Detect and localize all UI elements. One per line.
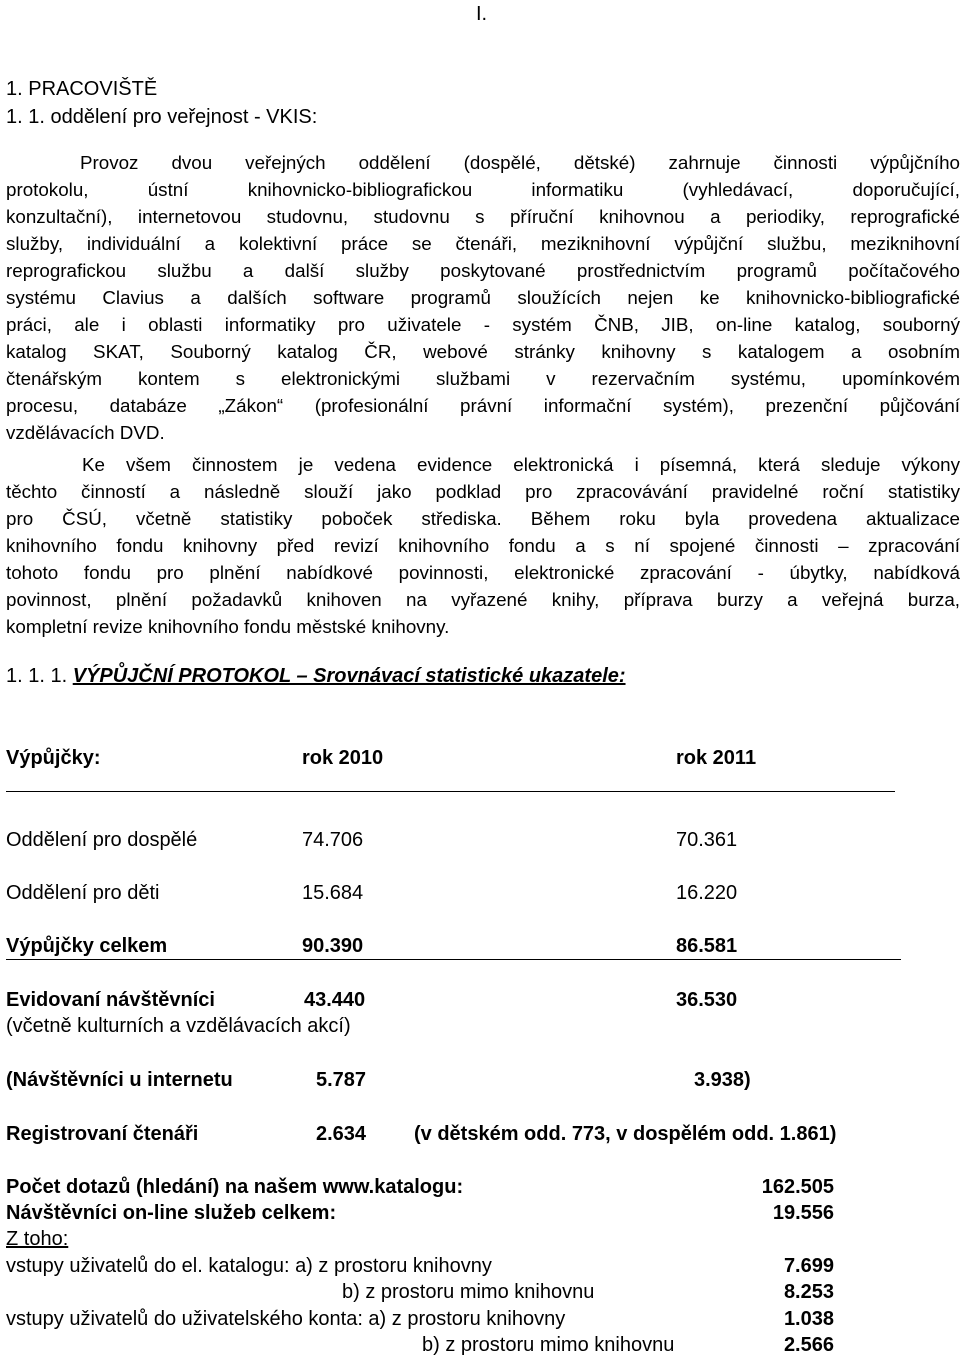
paragraph-line: služby, individuální a kolektivní práce se čtenáři, meziknihovní výpůjční službu, meziknihovní bbox=[6, 233, 960, 254]
paragraph-line: reprografickou službu a další služby poskytované prostřednictvím programů počítačového bbox=[6, 260, 960, 281]
paragraph-line: Provoz dvou veřejných oddělení (dospělé, dětské) zahrnuje činnosti výpůjčního bbox=[80, 152, 960, 173]
row-value-2011: 70.361 bbox=[676, 829, 738, 851]
paragraph-line: vzdělávacích DVD. bbox=[6, 422, 165, 443]
readers-note: (v dětském odd. 773, v dospělém odd. 1.861) bbox=[414, 1123, 837, 1145]
internet-row bbox=[6, 1068, 960, 1092]
online-visitors-label: Návštěvníci on-line služeb celkem: bbox=[6, 1202, 337, 1224]
table-total-row bbox=[6, 934, 960, 958]
paragraph-line: katalog SKAT, Souborný katalog ČR, webové stránky knihovny s katalogem a osobním bbox=[6, 341, 960, 362]
subsection-number: 1. 1. 1. bbox=[6, 665, 68, 687]
visitors-row bbox=[6, 988, 960, 1012]
row-value-2010: 15.684 bbox=[302, 882, 364, 904]
paragraph-line: systému Clavius a dalších software programů sloužících nejen ke knihovnicko-bibliografické bbox=[6, 287, 960, 308]
account-b-row bbox=[6, 1333, 834, 1357]
paragraph-line: Ke všem činnostem je vedena evidence elektronická i písemná, která sleduje výkony bbox=[82, 454, 960, 475]
account-a-row bbox=[6, 1307, 834, 1331]
paragraph-line: práci, ale i oblasti informatiky pro uživatele - systém ČNB, JIB, on-line katalog, souborný bbox=[6, 314, 960, 335]
paragraph-line: čtenářským kontem s elektronickými službami v rezervačním systému, upomínkovém bbox=[6, 368, 960, 389]
total-value-2010: 90.390 bbox=[302, 935, 364, 957]
header-label: Výpůjčky: bbox=[6, 747, 101, 769]
of-which-label: Z toho: bbox=[6, 1228, 69, 1250]
table-separator bbox=[6, 791, 895, 792]
account-a-value: 1.038 bbox=[783, 1308, 834, 1330]
catalog-a-label: vstupy uživatelů do el. katalogu: a) z prostoru knihovny bbox=[6, 1255, 492, 1277]
catalog-b-value: 8.253 bbox=[783, 1281, 834, 1303]
table-row bbox=[6, 881, 960, 905]
visitors-label: Evidovaní návštěvníci bbox=[6, 989, 215, 1011]
internet-value-2011: 3.938) bbox=[694, 1069, 751, 1091]
row-label: Oddělení pro dospělé bbox=[6, 829, 198, 851]
visitors-value-2011: 36.530 bbox=[676, 989, 738, 1011]
queries-label: Počet dotazů (hledání) na našem www.katalogu: bbox=[6, 1176, 464, 1198]
page-number: I. bbox=[476, 3, 488, 25]
catalog-b-label: b) z prostoru mimo knihovnu bbox=[342, 1281, 595, 1303]
readers-value: 2.634 bbox=[316, 1123, 367, 1145]
queries-value: 162.505 bbox=[761, 1176, 834, 1198]
row-value-2011: 16.220 bbox=[676, 882, 738, 904]
account-a-label: vstupy uživatelů do uživatelského konta: a) z prostoru knihovny bbox=[6, 1308, 566, 1330]
catalog-a-value: 7.699 bbox=[783, 1255, 834, 1277]
paragraph-line: tohoto fondu pro plnění nabídkové povinnosti, elektronické zpracování - úbytky, nabídková bbox=[6, 562, 960, 583]
header-year-2011: rok 2011 bbox=[676, 747, 757, 769]
chapter-heading: 1. PRACOVIŠTĚ bbox=[6, 78, 158, 100]
readers-label: Registrovaní čtenáři bbox=[6, 1123, 199, 1145]
total-value-2011: 86.581 bbox=[676, 935, 738, 957]
total-underline bbox=[6, 959, 901, 960]
online-visitors-row bbox=[6, 1201, 834, 1225]
readers-row bbox=[6, 1122, 960, 1146]
total-label: Výpůjčky celkem bbox=[6, 935, 168, 957]
account-b-value: 2.566 bbox=[783, 1334, 834, 1356]
row-value-2010: 74.706 bbox=[302, 829, 364, 851]
paragraph-line: konzultační), internetovou studovnu, studovnu s příruční knihovnou a periodiky, reprografické bbox=[6, 206, 960, 227]
table-row bbox=[6, 828, 960, 852]
section-heading: 1. 1. oddělení pro veřejnost - VKIS: bbox=[6, 106, 318, 128]
online-visitors-value: 19.556 bbox=[772, 1202, 834, 1224]
internet-label: (Návštěvníci u internetu bbox=[6, 1069, 233, 1091]
paragraph-line: knihovního fondu knihovny před revizí knihovního fondu a s ní spojené činnosti – zpracování bbox=[6, 535, 960, 556]
subsection-heading bbox=[6, 666, 626, 686]
paragraph-line: povinnost, plnění požadavků knihoven na vyřazené knihy, příprava burzy a veřejná burza, bbox=[6, 589, 960, 610]
table-header bbox=[6, 746, 960, 770]
paragraph-line: procesu, databáze „Zákon“ (profesionální právní informační systém), prezenční půjčování bbox=[6, 395, 960, 416]
catalog-a-row bbox=[6, 1254, 834, 1278]
paragraph-line: pro ČSÚ, včetně statistiky poboček střediska. Během roku byla provedena aktualizace bbox=[6, 508, 960, 529]
visitors-value-2010: 43.440 bbox=[304, 989, 366, 1011]
catalog-b-row bbox=[6, 1280, 834, 1304]
subsection-title: VÝPŮJČNÍ PROTOKOL – Srovnávací statistické ukazatele: bbox=[72, 665, 626, 687]
internet-value-2010: 5.787 bbox=[316, 1069, 367, 1091]
paragraph-line: protokolu, ústní knihovnicko-bibliografickou informatiku (vyhledávací, doporučující, bbox=[6, 179, 960, 200]
queries-row bbox=[6, 1175, 834, 1199]
row-label: Oddělení pro děti bbox=[6, 882, 160, 904]
account-b-label: b) z prostoru mimo knihovnu bbox=[422, 1334, 675, 1356]
paragraph-line: kompletní revize knihovního fondu městské knihovny. bbox=[6, 616, 450, 637]
header-year-2010: rok 2010 bbox=[302, 747, 384, 769]
paragraph-line: těchto činností a následně slouží jako podklad pro zpracovávání pravidelné roční statistiky bbox=[6, 481, 960, 502]
visitors-note: (včetně kulturních a vzdělávacích akcí) bbox=[6, 1015, 351, 1037]
